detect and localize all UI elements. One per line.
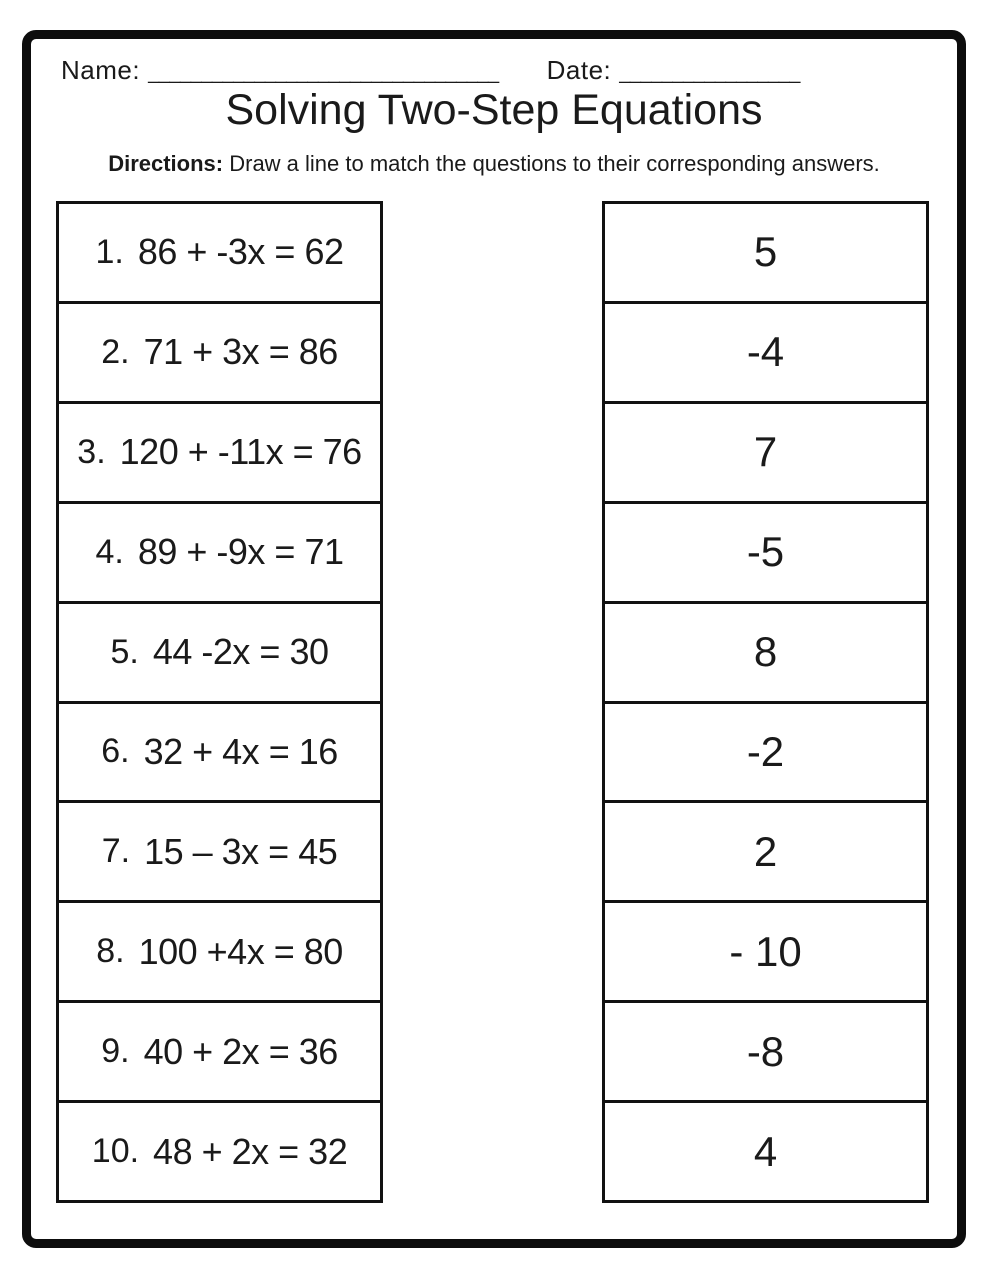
answer-cell-5[interactable] <box>605 604 926 704</box>
answer-value: -2 <box>746 727 785 775</box>
question-number: 4. <box>95 532 124 571</box>
question-row-3[interactable] <box>59 404 380 504</box>
question-number: 8. <box>96 932 125 971</box>
question-number: 1. <box>95 232 124 271</box>
header-name-date-row <box>61 55 800 86</box>
question-equation: 40 + 2x = 36 <box>143 1030 338 1072</box>
question-row-6[interactable] <box>59 704 380 804</box>
date-field-line[interactable]: _________________ <box>619 62 800 84</box>
answer-cell-9[interactable] <box>605 1003 926 1103</box>
answer-cell-8[interactable] <box>605 903 926 1003</box>
question-number: 7. <box>101 832 131 871</box>
name-label: Name: <box>61 55 141 85</box>
answer-value: -4 <box>746 328 785 376</box>
answer-cell-3[interactable] <box>605 404 926 504</box>
worksheet-frame <box>22 30 966 1248</box>
directions-label: Directions: <box>108 151 224 176</box>
answer-value: 8 <box>753 628 778 676</box>
question-row-7[interactable] <box>59 803 380 903</box>
question-number: 3. <box>77 432 106 471</box>
answer-value: 5 <box>753 228 778 276</box>
question-equation: 86 + -3x = 62 <box>137 231 344 273</box>
question-equation: 100 +4x = 80 <box>138 930 343 972</box>
question-number: 9. <box>101 1032 130 1071</box>
directions-text: Draw a line to match the questions to their corresponding answers. <box>229 151 880 176</box>
answer-value: 2 <box>753 827 778 875</box>
question-row-4[interactable] <box>59 504 380 604</box>
answer-value: -5 <box>746 528 785 576</box>
question-equation: 89 + -9x = 71 <box>137 531 344 573</box>
name-field-line[interactable]: _________________________________ <box>148 62 499 84</box>
question-number: 5. <box>110 632 139 671</box>
answers-table <box>602 201 929 1203</box>
question-number: 2. <box>101 332 130 371</box>
answer-cell-6[interactable] <box>605 704 926 804</box>
answer-cell-1[interactable] <box>605 204 926 304</box>
question-equation: 32 + 4x = 16 <box>143 730 338 772</box>
question-number: 10. <box>91 1132 140 1171</box>
question-row-5[interactable] <box>59 604 380 704</box>
answer-value: -8 <box>746 1027 785 1075</box>
directions <box>31 151 957 177</box>
answer-value: 7 <box>753 428 778 476</box>
page-title: Solving Two-Step Equations <box>225 86 763 134</box>
question-row-9[interactable] <box>59 1003 380 1103</box>
answer-cell-4[interactable] <box>605 504 926 604</box>
question-row-8[interactable] <box>59 903 380 1003</box>
question-row-10[interactable] <box>59 1103 380 1200</box>
date-label: Date: <box>546 55 612 85</box>
question-number: 6. <box>101 732 130 771</box>
answer-value: 4 <box>753 1127 778 1175</box>
question-row-2[interactable] <box>59 304 380 404</box>
answer-cell-10[interactable] <box>605 1103 926 1200</box>
question-equation: 48 + 2x = 32 <box>153 1130 348 1172</box>
question-equation: 71 + 3x = 86 <box>143 331 338 373</box>
questions-table <box>56 201 383 1203</box>
answer-value: - 10 <box>729 927 802 975</box>
question-row-1[interactable] <box>59 204 380 304</box>
answer-cell-2[interactable] <box>605 304 926 404</box>
question-equation: 44 -2x = 30 <box>152 631 329 673</box>
question-equation: 120 + -11x = 76 <box>119 431 362 473</box>
answer-cell-7[interactable] <box>605 803 926 903</box>
question-equation: 15 – 3x = 45 <box>144 830 338 872</box>
